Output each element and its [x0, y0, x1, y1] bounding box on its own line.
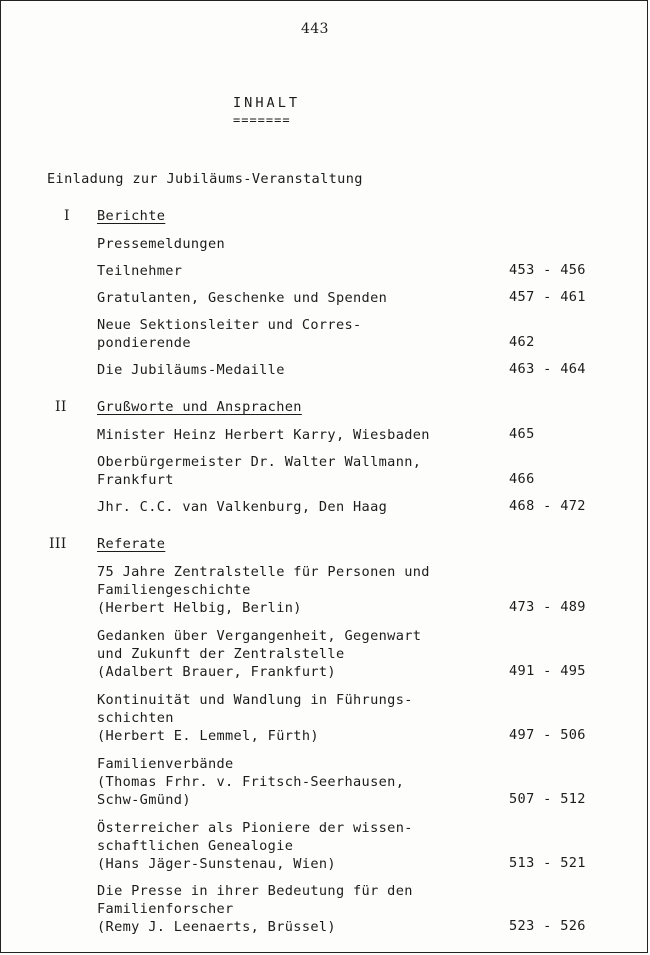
entry-pages: 497 - 506 [509, 727, 586, 743]
title-underline: ======= [233, 113, 291, 127]
entry-line: (Adalbert Brauer, Frankfurt) [97, 664, 336, 680]
toc-entry [97, 262, 182, 280]
toc-entry [97, 882, 413, 936]
entry-line: Kontinuität und Wandlung in Führungs- [97, 692, 413, 708]
entry-line: pondierende [97, 335, 191, 351]
entry-pages: 462 [509, 334, 535, 350]
entry-line: Teilnehmer [97, 263, 183, 279]
entry-pages: 523 - 526 [509, 918, 586, 934]
toc-entry [97, 627, 421, 681]
section-title: Referate [97, 536, 166, 552]
entry-pages: 466 [509, 471, 535, 487]
entry-line: Schw-Gmünd) [97, 792, 191, 808]
section-numeral: II [55, 399, 67, 415]
entry-pages: 513 - 521 [509, 855, 586, 871]
toc-entry [97, 453, 421, 489]
toc-entry [97, 289, 387, 307]
entry-line: Familienverbände [97, 756, 234, 772]
entry-pages: 468 - 472 [509, 498, 586, 514]
section-title: Berichte [97, 208, 166, 224]
entry-line: Die Jubiläums-Medaille [97, 362, 285, 378]
entry-line: und Zukunft der Zentralstelle [97, 646, 345, 662]
entry-line: Gratulanten, Geschenke und Spenden [97, 290, 388, 306]
entry-pages: 507 - 512 [509, 791, 586, 807]
entry-line: Neue Sektionsleiter und Corres- [97, 317, 362, 333]
entry-line: schaftlichen Genealogie [97, 838, 294, 854]
toc-entry [97, 426, 430, 444]
entry-line: (Herbert Helbig, Berlin) [97, 600, 302, 616]
toc-entry [97, 563, 430, 617]
entry-line: Jhr. C.C. van Valkenburg, Den Haag [97, 499, 388, 515]
entry-pages: 463 - 464 [509, 361, 586, 377]
entry-line: Österreicher als Pioniere der wissen- [97, 820, 413, 836]
toc-entry [97, 755, 404, 809]
section-numeral: I [64, 208, 70, 224]
entry-line: Frankfurt [97, 472, 174, 488]
entry-pages: 491 - 495 [509, 663, 586, 679]
toc-entry [97, 691, 413, 745]
page-title: INHALT [233, 95, 301, 111]
entry-line: Die Presse in ihrer Bedeutung für den [97, 883, 413, 899]
entry-line: Oberbürgermeister Dr. Walter Wallmann, [97, 454, 422, 470]
entry-line: Gedanken über Vergangenheit, Gegenwart [97, 628, 422, 644]
page-number: 443 [301, 21, 329, 37]
toc-entry [97, 235, 225, 253]
entry-pages: 465 [509, 426, 535, 442]
entry-line: Pressemeldungen [97, 236, 226, 252]
entry-line: (Remy J. Leenaerts, Brüssel) [97, 919, 336, 935]
entry-line: (Hans Jäger-Sunstenau, Wien) [97, 856, 336, 872]
toc-entry [97, 819, 413, 873]
intro-line: Einladung zur Jubiläums-Veranstaltung [47, 171, 363, 187]
entry-line: (Herbert E. Lemmel, Fürth) [97, 728, 319, 744]
entry-line: schichten [97, 710, 174, 726]
toc-entry [97, 316, 362, 352]
entry-line: Familiengeschichte [97, 582, 251, 598]
toc-entry [97, 361, 285, 379]
section-title: Grußworte und Ansprachen [97, 399, 302, 415]
entry-pages: 457 - 461 [509, 289, 586, 305]
section-numeral: III [49, 536, 67, 552]
entry-pages: 473 - 489 [509, 599, 586, 615]
entry-line: Minister Heinz Herbert Karry, Wiesbaden [97, 427, 430, 443]
entry-line: Familienforscher [97, 901, 234, 917]
entry-line: 75 Jahre Zentralstelle für Personen und [97, 564, 430, 580]
entry-pages: 453 - 456 [509, 262, 586, 278]
toc-entry [97, 498, 387, 516]
entry-line: (Thomas Frhr. v. Fritsch-Seerhausen, [97, 774, 405, 790]
